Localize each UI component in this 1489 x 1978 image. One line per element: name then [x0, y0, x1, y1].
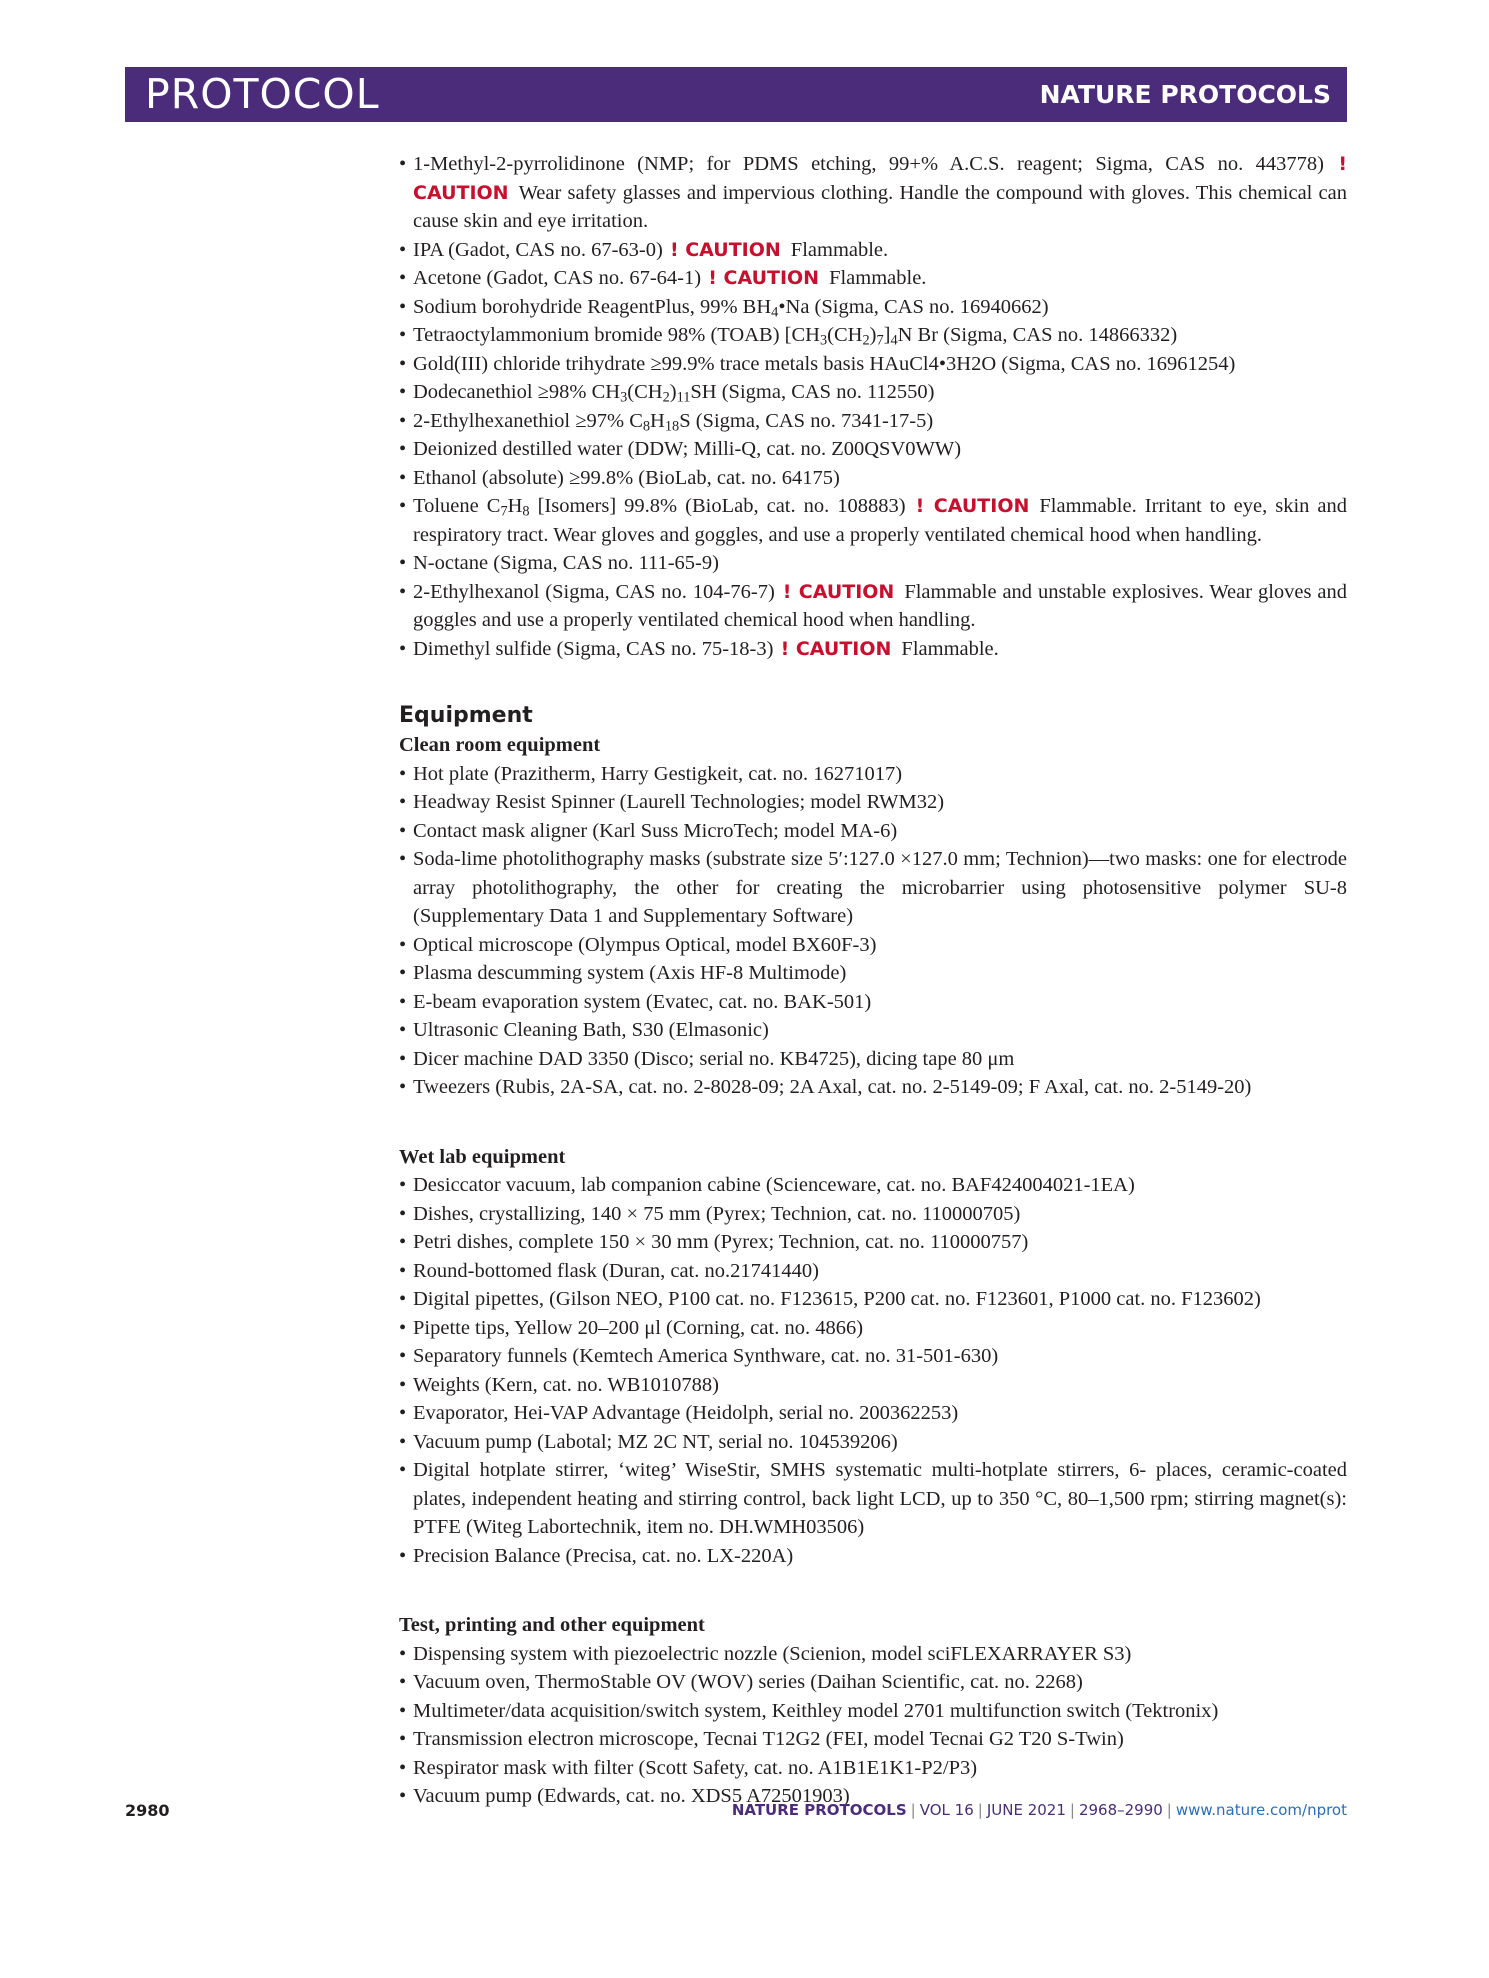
list-item: • Soda-lime photolithography masks (substrate size 5′:127.0 ×127.0 mm; Technion)—two masks: one for electrode array photolithography, the other for creating the microbarrier using photosensitive polymer SU-8 (Supplementary Data 1 and Supplementary Software)	[399, 845, 1347, 931]
clean-room-list	[399, 760, 1347, 1102]
reagent-item: • Gold(III) chloride trihydrate ≥99.9% trace metals basis HAuCl4•3H2O (Sigma, CAS no. 16961254)	[399, 350, 1347, 379]
list-item: • Ultrasonic Cleaning Bath, S30 (Elmasonic)	[399, 1016, 1347, 1045]
list-item: • Plasma descumming system (Axis HF-8 Multimode)	[399, 959, 1347, 988]
footer-volume: VOL 16	[919, 1801, 974, 1819]
reagent-item: • 2-Ethylhexanethiol ≥97% $C_8H_{18}S$ (Sigma, CAS no. 7341-17-5)	[399, 407, 1347, 436]
wet-lab-list	[399, 1171, 1347, 1570]
list-item: • Petri dishes, complete 150 × 30 mm (Pyrex; Technion, cat. no. 110000757)	[399, 1228, 1347, 1257]
list-item: • Digital hotplate stirrer, ‘witeg’ WiseStir, SMHS systematic multi-hotplate stirrers, 6- places, ceramic-coated plates, independent heating and stirring control, back light LCD, up to 350 °C, 80–1,500 rpm; stirring magnet(s): PTFE (Witeg Labortechnik, item no. DH.WMH03506)	[399, 1456, 1347, 1542]
reagent-item: • Ethanol (absolute) ≥99.8% (BioLab, cat. no. 64175)	[399, 464, 1347, 493]
reagent-item: • Dodecanethiol ≥98% $CH_3(CH_2)_{11}SH$ (Sigma, CAS no. 112550)	[399, 378, 1347, 407]
list-item: • Round-bottomed flask (Duran, cat. no.21741440)	[399, 1257, 1347, 1286]
list-item: • Optical microscope (Olympus Optical, model BX60F-3)	[399, 931, 1347, 960]
list-item: • Separatory funnels (Kemtech America Synthware, cat. no. 31-501-630)	[399, 1342, 1347, 1371]
journal-name: NATURE PROTOCOLS	[1039, 80, 1331, 109]
list-item: • Dicer machine DAD 3350 (Disco; serial no. KB4725), dicing tape 80 μm	[399, 1045, 1347, 1074]
page-content	[399, 150, 1347, 1811]
footer-citation: NATURE PROTOCOLS | VOL 16 | JUNE 2021 | 2968–2990 | www.nature.com/nprot	[731, 1801, 1347, 1819]
caution-label: ! CAUTION	[708, 267, 820, 289]
reagent-item: • Toluene $C_7H_8$ [Isomers] 99.8% (BioLab, cat. no. 108883) ! CAUTION Flammable. Irritant to eye, skin and respiratory tract. Wear gloves and goggles, and use a properly ventilated chemical hood when handling.	[399, 492, 1347, 549]
caution-label: ! CAUTION	[782, 580, 895, 603]
footer-pages: 2968–2990	[1078, 1801, 1163, 1819]
clean-room-heading: Clean room equipment	[399, 734, 601, 756]
list-item: • Tweezers (Rubis, 2A-SA, cat. no. 2-8028-09; 2A Axal, cat. no. 2-5149-09; F Axal, cat. no. 2-5149-20)	[399, 1073, 1347, 1102]
footer-url[interactable]: www.nature.com/nprot	[1175, 1801, 1347, 1819]
caution-label: ! CAUTION	[413, 153, 1347, 204]
reagent-item: • Deionized destilled water (DDW; Milli-Q, cat. no. Z00QSV0WW)	[399, 435, 1347, 464]
equipment-heading: Equipment	[399, 703, 533, 728]
page-number: 2980	[125, 1801, 170, 1820]
wet-lab-heading: Wet lab equipment	[399, 1145, 566, 1168]
reagent-list	[399, 150, 1347, 663]
test-printing-list	[399, 1640, 1347, 1811]
list-item: • Pipette tips, Yellow 20–200 μl (Corning, cat. no. 4866)	[399, 1314, 1347, 1343]
list-item: • Hot plate (Prazitherm, Harry Gestigkeit, cat. no. 16271017)	[399, 760, 1347, 789]
caution-label: ! CAUTION	[780, 637, 892, 660]
list-item: • Contact mask aligner (Karl Suss MicroTech; model MA-6)	[399, 817, 1347, 846]
caution-label: ! CAUTION	[915, 495, 1030, 517]
reagent-item: • 2-Ethylhexanol (Sigma, CAS no. 104-76-7) ! CAUTION Flammable and unstable explosives. Wear gloves and goggles and use a properly ventilated chemical hood when handling.	[399, 578, 1347, 635]
reagent-item: • 1-Methyl-2-pyrrolidinone (NMP; for PDMS etching, 99+% A.C.S. reagent; Sigma, CAS no. 443778) ! CAUTION Wear safety glasses and impervious clothing. Handle the compound with gloves. This chemical can cause skin and eye irritation.	[399, 150, 1347, 236]
footer-journal: NATURE PROTOCOLS	[731, 1801, 907, 1819]
list-item: • Vacuum pump (Labotal; MZ 2C NT, serial no. 104539206)	[399, 1428, 1347, 1457]
section-label: PROTOCOL	[145, 70, 380, 118]
list-item: • Transmission electron microscope, Tecnai T12G2 (FEI, model Tecnai G2 T20 S-Twin)	[399, 1725, 1347, 1754]
reagent-item: • N-octane (Sigma, CAS no. 111-65-9)	[399, 549, 1347, 578]
reagent-item: • IPA (Gadot, CAS no. 67-63-0) ! CAUTION Flammable.	[399, 236, 1347, 265]
header-banner	[125, 67, 1347, 122]
reagent-item: • Sodium borohydride ReagentPlus, 99% $BH_4•Na$ (Sigma, CAS no. 16940662)	[399, 293, 1347, 322]
footer-date: JUNE 2021	[986, 1801, 1066, 1819]
list-item: • Evaporator, Hei-VAP Advantage (Heidolph, serial no. 200362253)	[399, 1399, 1347, 1428]
list-item: • Multimeter/data acquisition/switch system, Keithley model 2701 multifunction switch (Tektronix)	[399, 1697, 1347, 1726]
list-item: • Dispensing system with piezoelectric nozzle (Scienion, model sciFLEXARRAYER S3)	[399, 1640, 1347, 1669]
reagent-item: • Acetone (Gadot, CAS no. 67-64-1) ! CAUTION Flammable.	[399, 264, 1347, 293]
list-item: • Desiccator vacuum, lab companion cabine (Scienceware, cat. no. BAF424004021-1EA)	[399, 1171, 1347, 1200]
caution-label: ! CAUTION	[669, 238, 781, 261]
reagent-item: • Dimethyl sulfide (Sigma, CAS no. 75-18-3) ! CAUTION Flammable.	[399, 635, 1347, 664]
list-item: • Digital pipettes, (Gilson NEO, P100 cat. no. F123615, P200 cat. no. F123601, P1000 cat. no. F123602)	[399, 1285, 1347, 1314]
list-item: • Respirator mask with filter (Scott Safety, cat. no. A1B1E1K1-P2/P3)	[399, 1754, 1347, 1783]
test-printing-heading: Test, printing and other equipment	[399, 1614, 705, 1636]
list-item: • Dishes, crystallizing, 140 × 75 mm (Pyrex; Technion, cat. no. 110000705)	[399, 1200, 1347, 1229]
list-item: • Weights (Kern, cat. no. WB1010788)	[399, 1371, 1347, 1400]
reagent-item: • Tetraoctylammonium bromide 98% (TOAB) $[CH_3(CH_2)_7]_4N$ Br (Sigma, CAS no. 14866332)	[399, 321, 1347, 350]
list-item: • Precision Balance (Precisa, cat. no. LX-220A)	[399, 1542, 1347, 1571]
list-item: • Vacuum pump (Edwards, cat. no. XDS5 A72501903)	[399, 1782, 1347, 1811]
list-item: • Headway Resist Spinner (Laurell Technologies; model RWM32)	[399, 788, 1347, 817]
list-item: • Vacuum oven, ThermoStable OV (WOV) series (Daihan Scientific, cat. no. 2268)	[399, 1668, 1347, 1697]
list-item: • E-beam evaporation system (Evatec, cat. no. BAK-501)	[399, 988, 1347, 1017]
